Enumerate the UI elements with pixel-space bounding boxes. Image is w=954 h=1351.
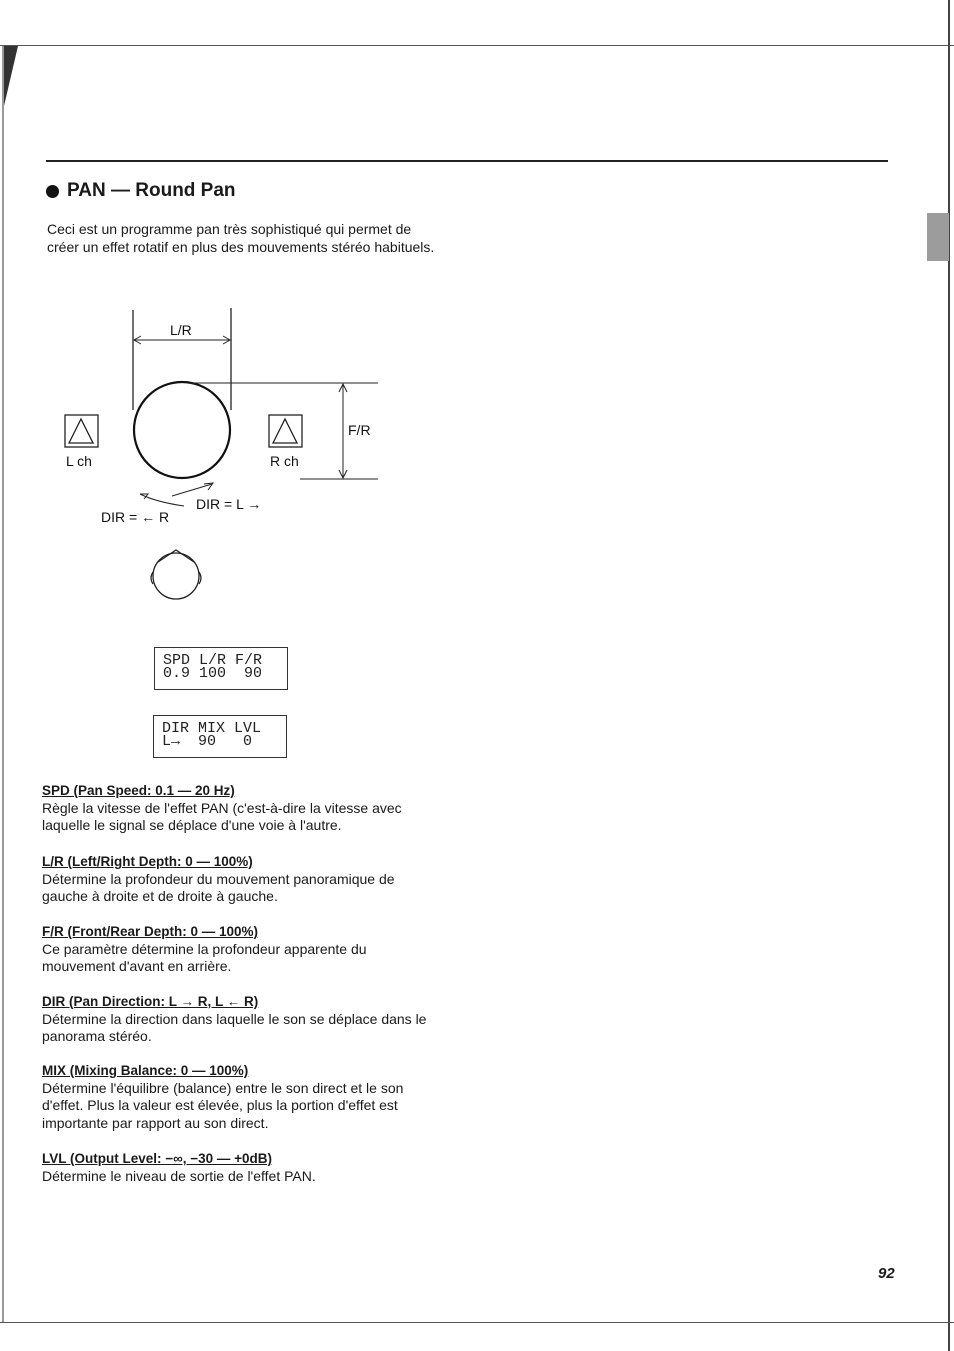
corner-mark (4, 46, 18, 106)
section-title-text: PAN — Round Pan (67, 180, 236, 201)
thumb-index-tab (927, 213, 949, 261)
param-fr-text: Ce paramètre détermine la profondeur apparente du mouvement d'avant en arrière. (42, 940, 367, 974)
lr-label: L/R (170, 322, 192, 338)
top-rule (0, 45, 954, 46)
page-number: 92 (878, 1265, 895, 1282)
lcd1-line1: SPD L/R F/R (163, 652, 263, 669)
fr-label: F/R (348, 422, 371, 438)
param-dir-text: Détermine la direction dans laquelle le son se déplace dans le panorama stéréo. (42, 1010, 427, 1044)
bottom-rule (0, 1322, 954, 1323)
param-spd-text: Règle la vitesse de l'effet PAN (c'est-à-dire la vitesse avec laquelle le signal se déplace d'une voie à l'autre. (42, 799, 402, 833)
lcd2-line2: L→ 90 0 (162, 733, 253, 750)
lch-label: L ch (66, 453, 92, 469)
dir-left-label: DIR = ← R (101, 509, 170, 525)
param-lr (42, 853, 442, 906)
round-pan-diagram (60, 300, 390, 610)
param-lr-text: Détermine la profondeur du mouvement panoramique de gauche à droite et de droite à gauche. (42, 870, 395, 904)
lcd1-line2: 0.9 100 90 (163, 665, 263, 682)
param-lr-head: L/R (Left/Right Depth: 0 — 100%) (42, 854, 253, 869)
lcd-display-1 (154, 647, 288, 690)
right-edge (948, 0, 950, 1351)
listener-head-icon (153, 553, 199, 599)
param-lvl-text: Détermine le niveau de sortie de l'effet PAN. (42, 1167, 316, 1184)
param-mix-head: MIX (Mixing Balance: 0 — 100%) (42, 1063, 249, 1078)
pan-circle (134, 382, 230, 478)
lcd-display-2 (153, 715, 287, 758)
left-edge (2, 46, 4, 1322)
param-dir-head: DIR (Pan Direction: L → R, L ← R) (42, 994, 259, 1009)
param-dir (42, 993, 442, 1046)
param-mix (42, 1062, 442, 1132)
dir-right-label: DIR = L → (196, 496, 262, 512)
intro-paragraph: Ceci est un programme pan très sophistiqué qui permet de créer un effet rotatif en plus des mouvements stéréo habituels. (47, 221, 435, 255)
section-rule (46, 160, 888, 162)
param-mix-text: Détermine l'équilibre (balance) entre le son direct et le son d'effet. Plus la valeur est élevée, plus la portion d'effet est importante par rapport au son direct. (42, 1079, 404, 1131)
param-lvl-head: LVL (Output Level: −∞, −30 — +0dB) (42, 1151, 273, 1166)
rch-label: R ch (270, 453, 299, 469)
section-title (46, 180, 236, 202)
param-lvl (42, 1150, 442, 1185)
param-fr-head: F/R (Front/Rear Depth: 0 — 100%) (42, 924, 259, 939)
bullet-icon (46, 185, 59, 198)
param-spd-head: SPD (Pan Speed: 0.1 — 20 Hz) (42, 783, 235, 798)
lcd2-line1: DIR MIX LVL (162, 720, 262, 737)
param-fr (42, 923, 442, 976)
param-spd (42, 782, 442, 835)
